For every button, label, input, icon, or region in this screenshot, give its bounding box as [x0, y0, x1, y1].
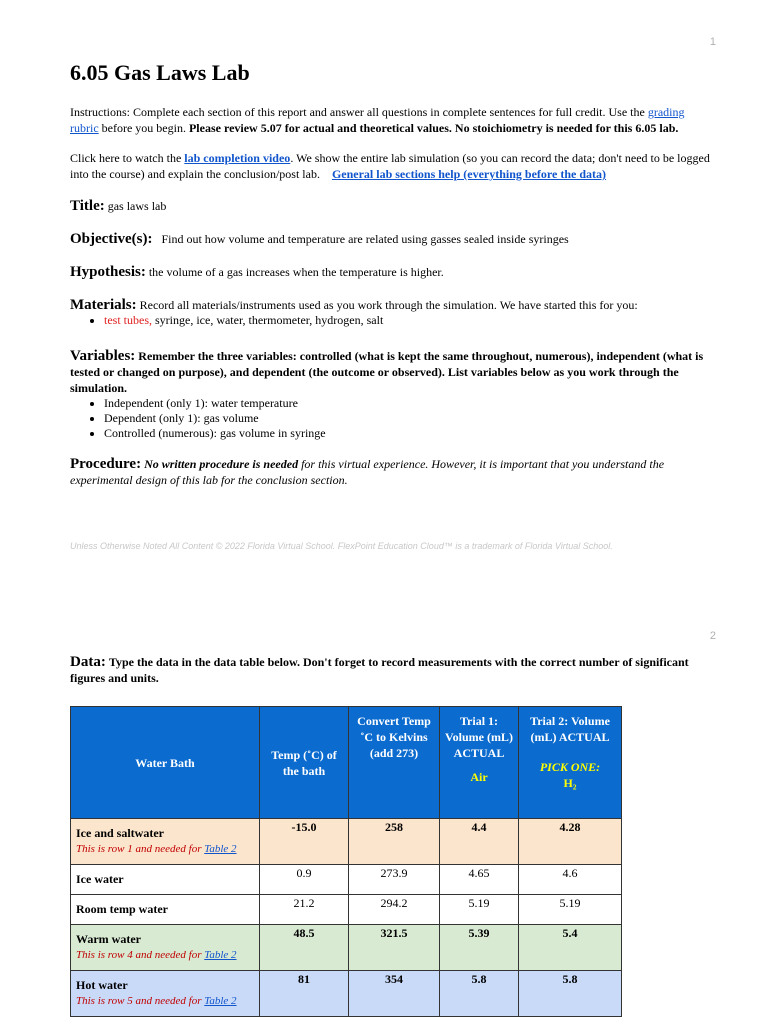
data-section — [70, 654, 712, 686]
materials-red-text: test tubes, — [104, 313, 152, 327]
title-value: gas laws lab — [107, 199, 167, 213]
header-temp-c — [260, 707, 349, 819]
hypothesis-label: Hypothesis: — [70, 264, 146, 280]
header-trial1-text: Trial 1: Volume (mL) ACTUAL — [445, 714, 513, 760]
temp-c-cell[interactable]: -15.0 — [260, 819, 349, 865]
temp-c-cell[interactable]: 48.5 — [260, 925, 349, 971]
header-trial2-pick: PICK ONE: — [539, 760, 601, 774]
row-name: Room temp water — [76, 902, 168, 916]
lab-video-link[interactable]: lab completion video — [184, 151, 291, 165]
table2-link[interactable]: Table 2 — [204, 843, 237, 855]
row-note-text: This is row 4 and needed for — [76, 949, 205, 961]
materials-rest-text: syringe, ice, water, thermometer, hydrogen, salt — [152, 313, 384, 327]
click-text: Click here to watch the — [70, 151, 185, 165]
row-name-cell — [71, 865, 260, 895]
data-table — [70, 706, 622, 1017]
trial1-cell[interactable]: 5.19 — [440, 895, 519, 925]
page-footer: Unless Otherwise Noted All Content © 2022 Florida Virtual School. FlexPoint Education Cloud™ is a trademark of Florida Virtual School. — [70, 541, 613, 551]
temp-k-cell[interactable]: 321.5 — [349, 925, 440, 971]
header-water-bath: Water Bath — [71, 707, 260, 819]
header-trial1-gas: Air — [470, 770, 488, 784]
variables-list — [70, 396, 712, 441]
procedure-text: for this virtual experience. However, it is important that you understand the experimental design of this lab for the conclusion section. — [70, 457, 665, 487]
row-name-cell — [71, 819, 260, 865]
instructions-text-2: before you begin. — [98, 121, 186, 135]
procedure-section — [70, 456, 712, 488]
procedure-bold-text: No written procedure is needed — [144, 457, 299, 471]
list-item: • Independent (only 1): water temperature — [104, 396, 712, 411]
page-number: 2 — [709, 630, 716, 642]
temp-c-cell[interactable]: 0.9 — [260, 865, 349, 895]
video-paragraph — [70, 150, 712, 182]
variables-section — [70, 348, 712, 441]
temp-k-cell[interactable]: 294.2 — [349, 895, 440, 925]
table2-link[interactable]: Table 2 — [204, 995, 237, 1007]
list-item — [104, 313, 712, 328]
list-item: • Dependent (only 1): gas volume — [104, 411, 712, 426]
row-name-cell — [71, 971, 260, 1017]
table-row — [71, 895, 622, 925]
data-instructions: Type the data in the data table below. Don't forget to record measurements with the correct number of significant figures and units. — [70, 655, 689, 685]
materials-text: Record all materials/instruments used as you work through the simulation. We have started this for you: — [139, 298, 638, 312]
page-number: 1 — [709, 36, 716, 48]
list-item: • Controlled (numerous): gas volume in syringe — [104, 426, 712, 441]
header-temp-c-text: Temp (˚C) of the bath — [271, 747, 337, 778]
row-note — [71, 993, 259, 1009]
data-label: Data: — [70, 654, 106, 670]
row-name: Warm water — [76, 932, 141, 946]
trial2-cell[interactable]: 4.6 — [519, 865, 622, 895]
grading-rubric-link[interactable]: grading rubric — [70, 105, 685, 135]
table-row — [71, 925, 622, 971]
trial1-cell[interactable]: 4.65 — [440, 865, 519, 895]
header-trial2-gas: H₂ — [563, 776, 577, 790]
trial2-cell[interactable]: 5.8 — [519, 971, 622, 1017]
trial2-cell[interactable]: 5.4 — [519, 925, 622, 971]
table-row — [71, 819, 622, 865]
objective-section — [70, 231, 712, 247]
objective-value: Find out how volume and temperature are related using gasses sealed inside syringes — [161, 232, 569, 246]
row-name-cell — [71, 895, 260, 925]
header-trial2 — [519, 707, 622, 819]
table-header-row — [71, 707, 622, 819]
objective-label: Objective(s): — [70, 231, 153, 247]
table-row — [71, 971, 622, 1017]
row-name: Ice water — [76, 872, 124, 886]
document-title-block — [70, 60, 712, 86]
document-title: 6.05 Gas Laws Lab — [70, 60, 250, 85]
variables-text: Remember the three variables: controlled (what is kept the same throughout, numerous), independent (what is tested or changed on purpose), and dependent (the outcome or observed). List variables below as you work through the simulation. — [70, 349, 704, 395]
instructions-bold-text: Please review 5.07 for actual and theoretical values. No stoichiometry is needed for this 6.05 lab. — [188, 121, 679, 135]
trial1-cell[interactable]: 5.8 — [440, 971, 519, 1017]
header-trial1 — [440, 707, 519, 819]
header-trial2-text: Trial 2: Volume (mL) ACTUAL — [530, 714, 610, 744]
trial1-cell[interactable]: 4.4 — [440, 819, 519, 865]
click-text-2: . We show the entire lab simulation (so you can record the data; don't need to be logged into the course) and explain the conclusion/post lab. — [70, 151, 710, 181]
instructions-text: Instructions: Complete each section of this report and answer all questions in complete sentences for full credit. Use the — [70, 105, 648, 119]
temp-k-cell[interactable]: 258 — [349, 819, 440, 865]
trial1-cell[interactable]: 5.39 — [440, 925, 519, 971]
row-note-text: This is row 1 and needed for — [76, 843, 205, 855]
title-label: Title: — [70, 198, 105, 214]
procedure-label: Procedure: — [70, 456, 142, 472]
header-temp-k — [349, 707, 440, 819]
materials-section — [70, 297, 712, 328]
variables-label: Variables: — [70, 348, 136, 364]
trial2-cell[interactable]: 4.28 — [519, 819, 622, 865]
row-note — [71, 947, 259, 963]
title-section — [70, 198, 712, 214]
row-name: Ice and saltwater — [76, 826, 164, 840]
row-name-cell — [71, 925, 260, 971]
table2-link[interactable]: Table 2 — [204, 949, 237, 961]
materials-label: Materials: — [70, 297, 137, 313]
instructions-paragraph — [70, 104, 712, 136]
row-name: Hot water — [76, 978, 128, 992]
materials-list — [70, 313, 712, 328]
header-temp-k-text: Convert Temp ˚C to Kelvins (add 273) — [357, 714, 431, 760]
row-note-text: This is row 5 and needed for — [76, 995, 205, 1007]
temp-c-cell[interactable]: 81 — [260, 971, 349, 1017]
trial2-cell[interactable]: 5.19 — [519, 895, 622, 925]
general-help-link[interactable]: General lab sections help (everything before the data) — [331, 167, 607, 181]
temp-k-cell[interactable]: 273.9 — [349, 865, 440, 895]
table-row — [71, 865, 622, 895]
temp-k-cell[interactable]: 354 — [349, 971, 440, 1017]
row-note — [71, 841, 259, 857]
hypothesis-value: the volume of a gas increases when the temperature is higher. — [148, 265, 444, 279]
temp-c-cell[interactable]: 21.2 — [260, 895, 349, 925]
hypothesis-section — [70, 264, 712, 280]
